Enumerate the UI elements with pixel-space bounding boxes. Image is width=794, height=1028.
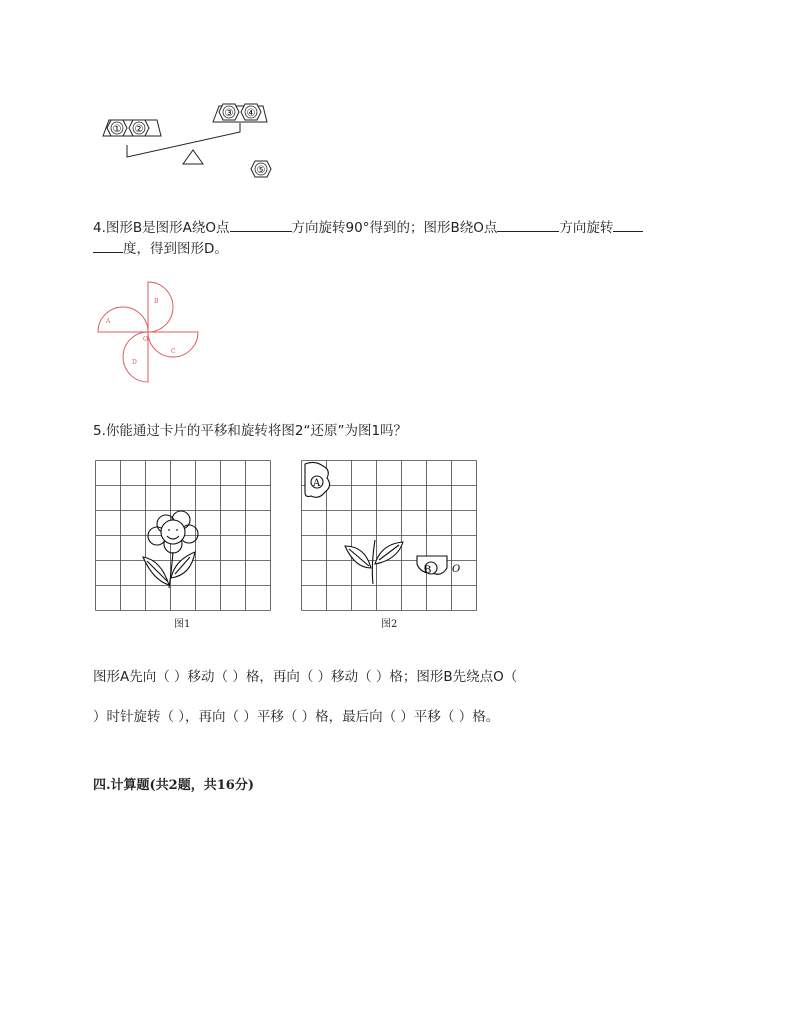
weight-2-label: ② <box>134 124 144 135</box>
card-B <box>417 556 447 574</box>
rotation-figure <box>92 276 208 392</box>
q4-text-a: 4.图形B是图形A绕O点 <box>93 220 230 236</box>
balance-scale-figure <box>95 96 285 186</box>
shape-B <box>148 282 173 332</box>
q5-answer-line1: 图形A先向（ ）移动（ ）格，再向（ ）移动（ ）格；图形B先绕点O（ <box>93 669 518 685</box>
section-4-title: 四.计算题(共2题，共16分) <box>93 778 254 793</box>
label-B: B <box>154 298 159 305</box>
fig1-caption: 图1 <box>174 619 191 630</box>
q4-blank-2[interactable] <box>497 218 559 232</box>
label-O: O <box>143 336 148 343</box>
weight-3-label: ③ <box>224 108 234 119</box>
q4-blank-3b[interactable] <box>93 239 123 253</box>
weight-1-label: ① <box>112 124 122 135</box>
q4-line2 <box>93 239 228 260</box>
leaves-drawing <box>345 540 403 584</box>
q4-text-c: 方向旋转 <box>559 220 614 236</box>
q4-blank-1[interactable] <box>230 218 292 232</box>
figure-1 <box>95 460 271 612</box>
label-C: C <box>171 348 176 355</box>
left-weights <box>107 120 149 136</box>
q5-question: 5.你能通过卡片的平移和旋转将图2“还原”为图1吗？ <box>93 423 408 439</box>
q4-text-b: 方向旋转90°得到的；图形B绕O点 <box>291 220 498 236</box>
fulcrum-triangle <box>183 150 203 164</box>
point-O-label: O <box>452 564 461 575</box>
label-D: D <box>132 359 137 366</box>
card-A-label: A <box>313 478 321 489</box>
q4-blank-3a[interactable] <box>613 218 643 232</box>
weight-5-label: ⑤ <box>256 165 266 176</box>
q5-answer-line2: ）时针旋转（ ），再向（ ）平移（ ）格，最后向（ ）平移（ ）格。 <box>93 709 500 725</box>
q4-text-line2: 度，得到图形D。 <box>123 241 228 257</box>
extra-weight <box>251 161 271 177</box>
label-A: A <box>106 318 111 325</box>
weight-4-label: ④ <box>246 108 256 119</box>
card-B-label: B <box>424 565 432 576</box>
q4-line1 <box>93 218 643 239</box>
fig2-caption: 图2 <box>381 619 398 630</box>
figure-2 <box>301 460 477 612</box>
